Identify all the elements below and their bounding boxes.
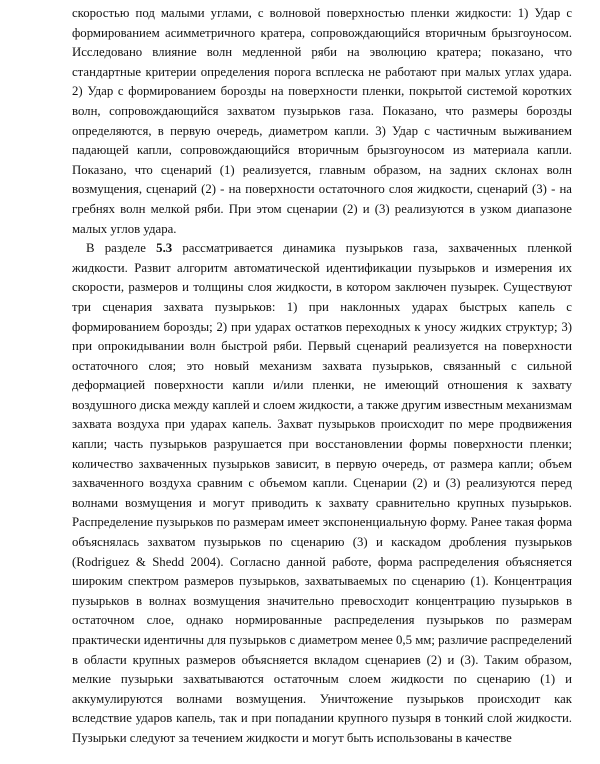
paragraph-2 [72, 239, 572, 748]
paragraph-2-lead: В разделе [86, 241, 146, 256]
paragraph-2-body: рассматривается динамика пузырьков газа, захваченных пленкой жидкости. Развит алгоритм автоматической идентификации пузырьков и измерения их скорости, размеров и толщины слоя жидкости, в котором заключен пузырек. Существуют три сценария захвата пузырьков: 1) при наклонных ударах быстрых капель с формированием борозды; 2) при ударах остатков переходных к уносу жидких структур; 3) при опрокидывании волн быстрой ряби. Первый сценарий реализуется на поверхности остаточного слоя; это новый механизм захвата пузырьков, связанный с сильной деформацией поверхности капли и/или пленки, не имеющий отношения к захвату воздушного диска между каплей и слоем жидкости, а также другим известным механизмам захвата воздуха при ударах капель. Захват пузырьков происходит по мере продвижения капли; часть пузырьков разрушается при восстановлении формы поверхности пленки; количество захваченных пузырьков зависит, в первую очередь, от размера капли; объем захваченного воздуха сравним с объемом капли. Сценарии (2) и (3) реализуются перед волнами возмущения и могут приводить к захвату сравнительно крупных пузырьков. Распределение пузырьков по размерам имеет экспоненциальную форму. Ранее такая форма объяснялась захватом пузырьков по сценарию (3) и каскадом дробления пузырьков (Rodriguez & Shedd 2004). Согласно данной работе, форма распределения объясняется широким спектром размеров пузырьков, захватываемых по сценарию (1). Концентрация пузырьков в волнах возмущения значительно превосходит концентрацию пузырьков в остаточном слое, однако нормированные распределения пузырьков по размерам практически идентичны для пузырьков с диаметром менее 0,5 мм; различие распределений в области крупных размеров объясняется вкладом сценариев (2) и (3). Таким образом, мелкие пузырьки захватываются остаточным слоем жидкости по сценарию (1) и аккумулируются волнами возмущения. Уничтожение пузырьков происходит как вследствие ударов капель, так и при попадании крупного пузыря в тонкий слой жидкости. Пузырьки следуют за течением жидкости и могут быть использованы в качестве [72, 241, 573, 745]
paragraph-1: скоростью под малыми углами, с волновой поверхностью пленки жидкости: 1) Удар с формированием асимметричного кратера, сопровождающийся вторичным брызгоуносом. Исследовано влияние волн медленной ряби на эволюцию кратера; показано, что стандартные критерии определения порога всплеска не работают при малых углах удара. 2) Удар с формированием борозды на поверхности пленки, покрытой системой коротких волн, сопровождающийся захватом пузырьков газа. Показано, что размеры борозды определяются, в первую очередь, диаметром капли. 3) Удар с частичным выживанием падающей капли, сопровождающийся вторичным брызгоуносом из материала капли. Показано, что сценарий (1) реализуется, главным образом, на задних склонах волн возмущения, сценарий (2) - на поверхности остаточного слоя жидкости, сценарий (3) - на гребнях волн мелкой ряби. При этом сценарии (2) и (3) реализуются в узком диапазоне малых углов удара. [72, 6, 572, 236]
section-number: 5.3 [156, 241, 173, 256]
